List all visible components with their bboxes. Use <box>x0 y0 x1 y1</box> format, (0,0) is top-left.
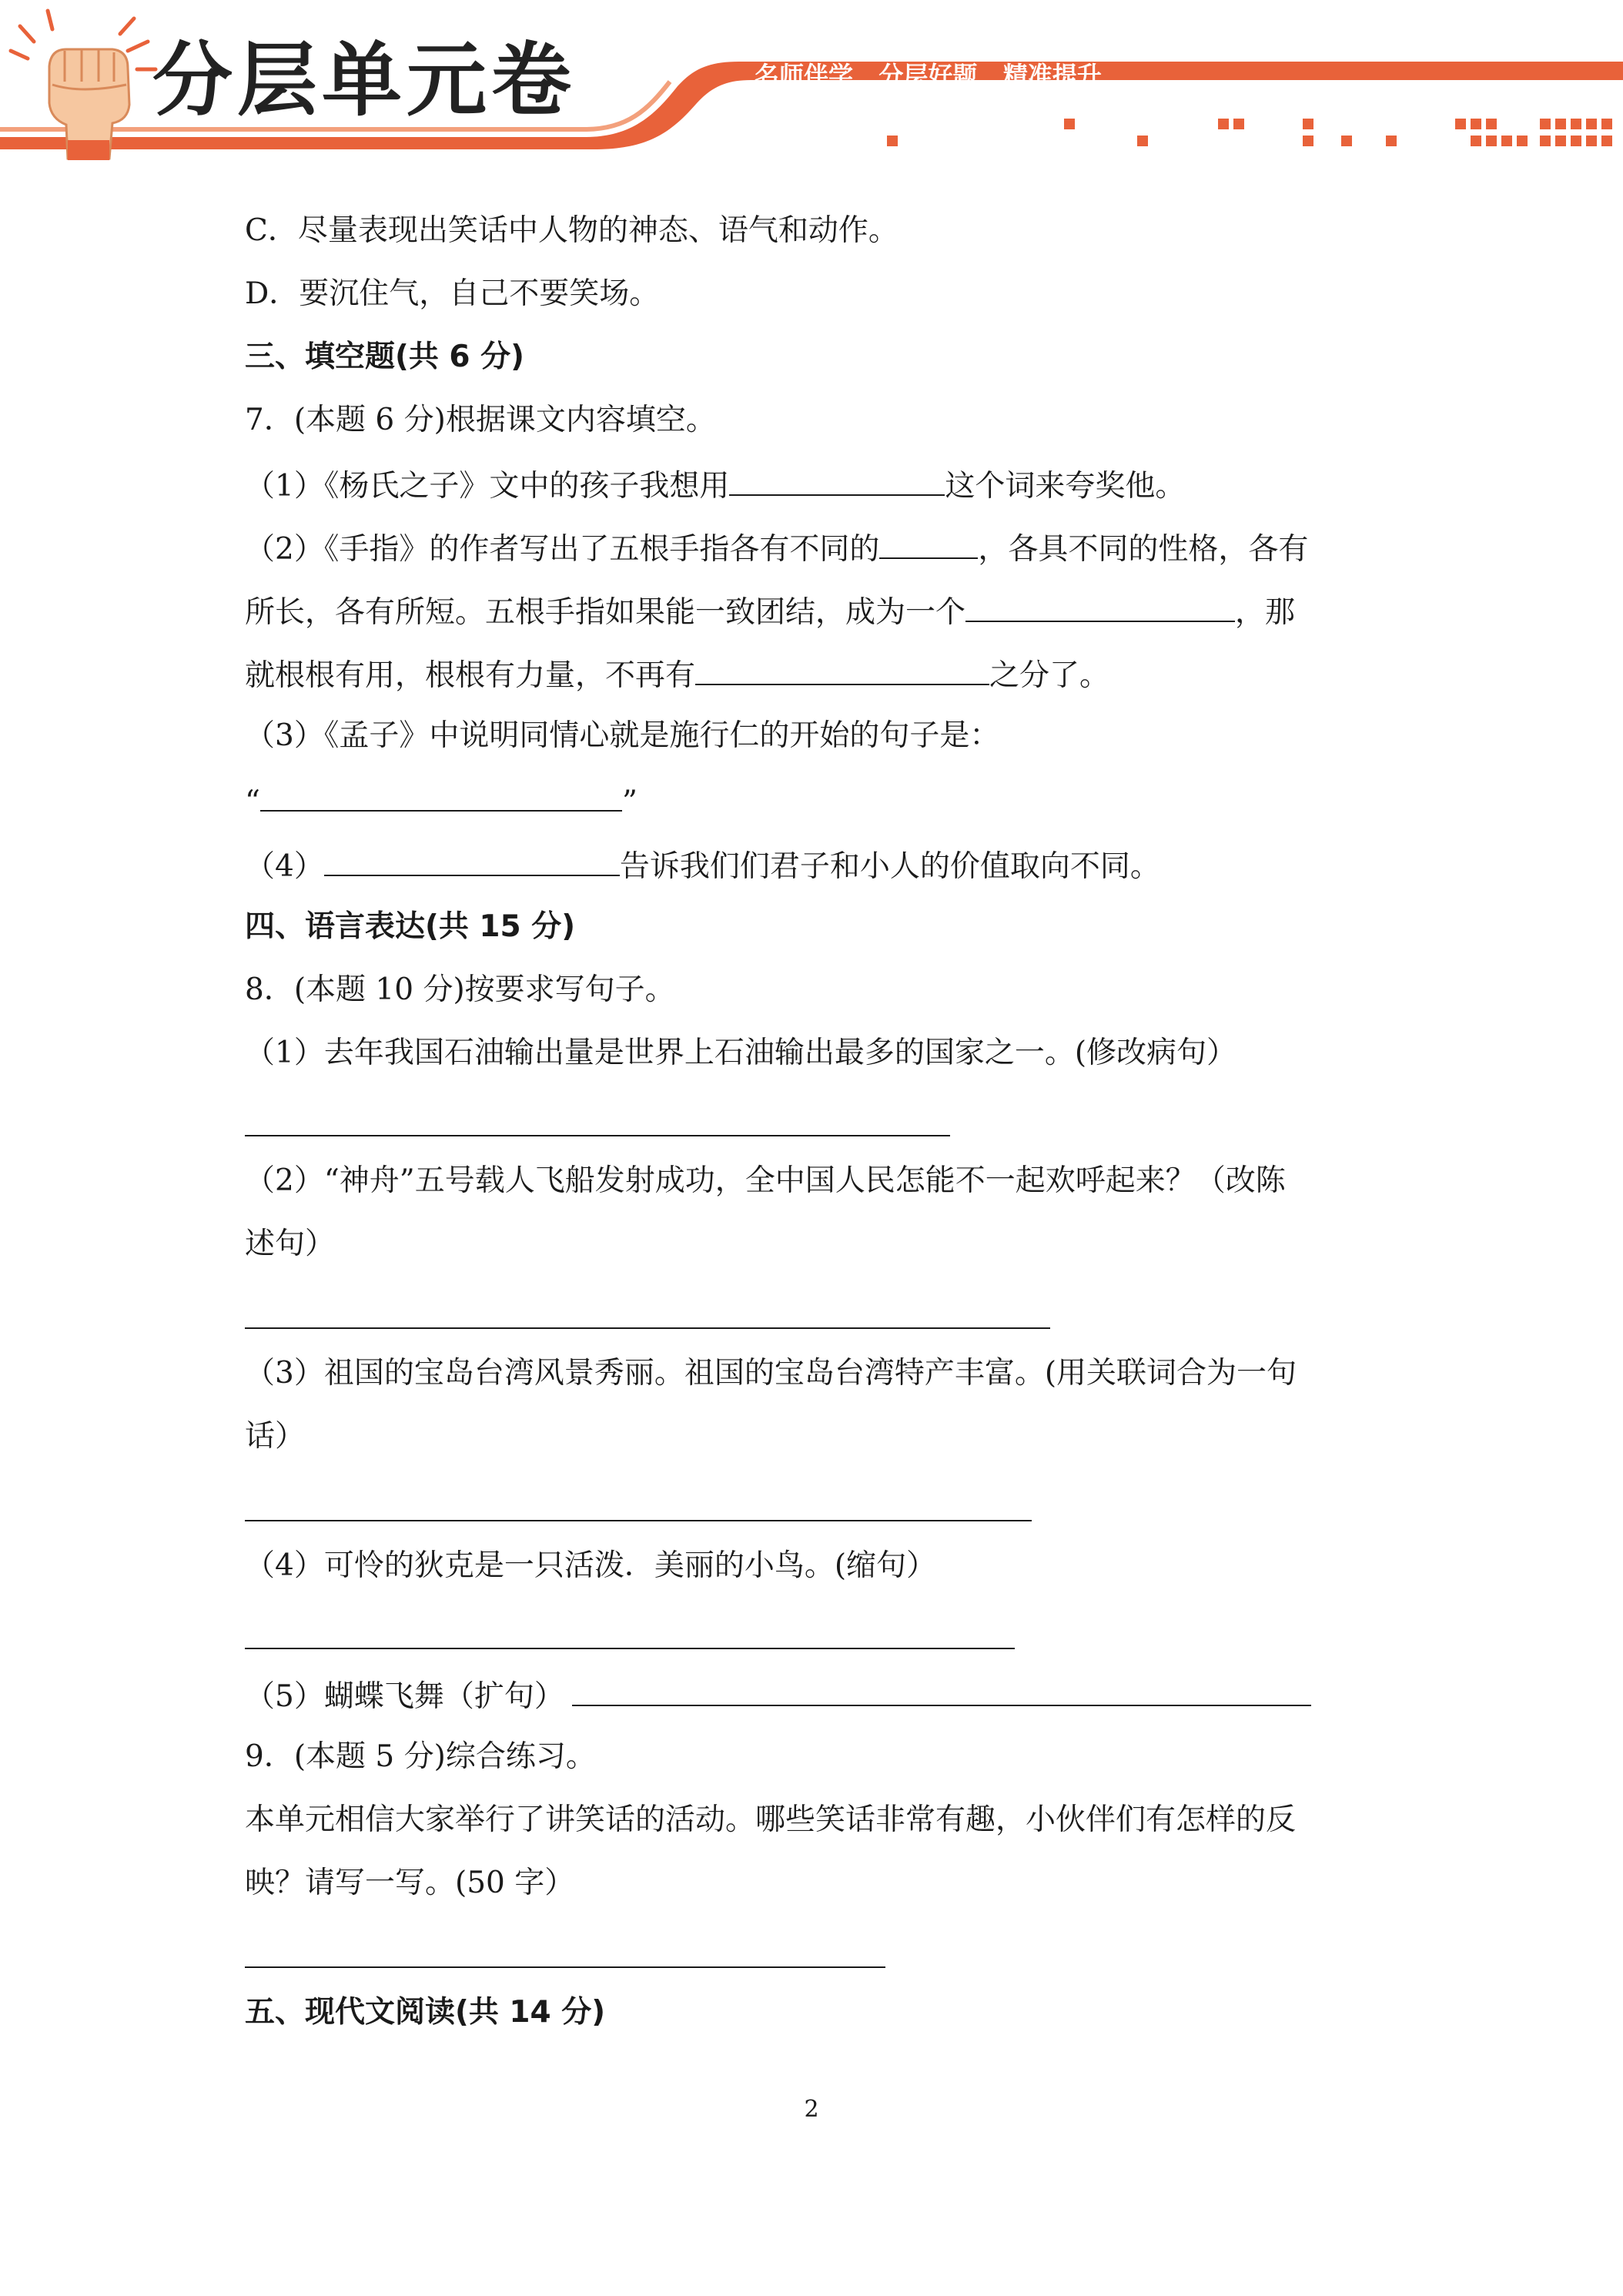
header-banner <box>0 0 1623 169</box>
answer-line[interactable] <box>245 1648 1015 1649</box>
brand-slogan: 名师伴学 分层好题 精准提升 <box>755 61 1102 90</box>
question-9-text-2: 映？请写一写。(50 字） <box>245 1866 575 1900</box>
answer-line[interactable] <box>245 1135 950 1136</box>
answer-blank[interactable] <box>965 594 1235 622</box>
raised-fist-icon <box>5 5 159 166</box>
option-c: C．尽量表现出笑话中人物的神态、语气和动作。 <box>245 213 899 248</box>
question-8-1: （1）去年我国石油输出量是世界上石油输出最多的国家之一。(修改病句） <box>245 1036 1237 1070</box>
answer-line[interactable] <box>245 1520 1032 1521</box>
open-quote: “ <box>245 785 260 819</box>
question-7-2-text: （2）《手指》的作者写出了五根手指各有不同的 <box>245 532 880 567</box>
brand-title: 分层单元卷 <box>152 33 577 127</box>
option-d: D．要沉住气，自己不要笑场。 <box>245 276 660 311</box>
answer-blank[interactable] <box>729 468 945 496</box>
question-7-2-text-2: 所长，各有所短。五根手指如果能一致团结，成为一个 <box>245 595 966 630</box>
answer-line[interactable] <box>245 1966 885 1968</box>
answer-blank[interactable] <box>572 1678 1311 1706</box>
question-7-2 <box>245 531 1309 567</box>
answer-blank[interactable] <box>260 784 622 812</box>
question-8-3: （3）祖国的宝岛台湾风景秀丽。祖国的宝岛台湾特产丰富。(用关联词合为一句 <box>245 1356 1297 1391</box>
question-7-2-continued-2 <box>245 658 1109 691</box>
answer-blank[interactable] <box>324 848 620 876</box>
question-7-4-label: （4） <box>245 849 324 884</box>
section-heading-fill-blank: 三、填空题(共 6 分) <box>245 340 524 374</box>
answer-blank[interactable] <box>879 531 978 559</box>
question-7-1 <box>245 468 1186 504</box>
question-7-2-tail-2: ，那 <box>1235 595 1296 630</box>
question-7-prompt: 7．(本题 6 分)根据课文内容填空。 <box>245 403 716 437</box>
section-heading-language: 四、语言表达(共 15 分) <box>245 909 576 944</box>
question-9-prompt: 9．(本题 5 分)综合练习。 <box>245 1739 596 1774</box>
question-7-2-text-3: 就根根有用，根根有力量，不再有 <box>245 658 696 693</box>
question-7-1-text: （1）《杨氏之子》文中的孩子我想用 <box>245 469 730 504</box>
question-8-3-continued: 话） <box>245 1419 306 1454</box>
question-8-4: （4）可怜的狄克是一只活泼．美丽的小鸟。(缩句） <box>245 1548 937 1583</box>
question-9-text: 本单元相信大家举行了讲笑话的活动。哪些笑话非常有趣，小伙伴们有怎样的反 <box>245 1802 1297 1837</box>
question-8-2: （2）“神舟”五号载人飞船发射成功，全中国人民怎能不一起欢呼起来？（改陈 <box>245 1163 1286 1198</box>
question-7-3-answer <box>245 784 637 817</box>
question-7-4-text: 告诉我们们君子和小人的价值取向不同。 <box>619 849 1160 884</box>
answer-line[interactable] <box>245 1327 1050 1329</box>
question-7-2-tail: ，各具不同的性格，各有 <box>978 532 1309 567</box>
question-8-2-continued: 述句） <box>245 1227 336 1261</box>
question-8-5 <box>245 1678 1311 1712</box>
question-7-4 <box>245 848 1160 882</box>
question-7-2-continued <box>245 594 1295 628</box>
question-8-prompt: 8．(本题 10 分)按要求写句子。 <box>245 972 675 1007</box>
question-7-1-tail: 这个词来夸奖他。 <box>945 469 1186 504</box>
section-heading-reading: 五、现代文阅读(共 14 分) <box>245 1995 606 2030</box>
question-8-5-text: （5）蝴蝶飞舞（扩句） <box>245 1679 564 1714</box>
close-quote: ” <box>621 785 637 819</box>
question-7-3: （3）《孟子》中说明同情心就是施行仁的开始的句子是： <box>245 718 1000 753</box>
answer-blank[interactable] <box>695 658 989 685</box>
question-7-2-tail-3: 之分了。 <box>989 658 1110 693</box>
page-number: 2 <box>804 2096 819 2123</box>
